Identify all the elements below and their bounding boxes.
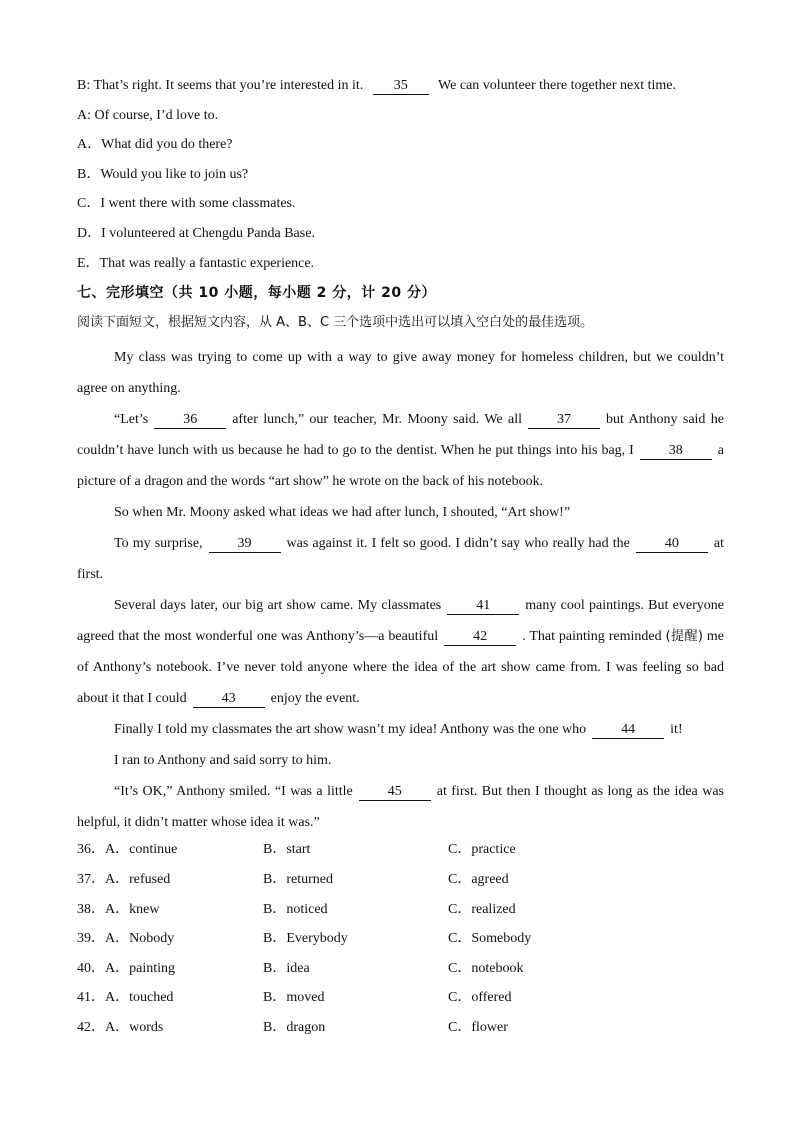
blank-44: 44: [592, 722, 664, 739]
question-number: 42．: [77, 1019, 105, 1035]
passage-text: at first.: [77, 536, 724, 583]
passage-text: me of Anthony’s notebook. I’ve never told anyone where the idea of the art show came from. I was feeling so bad about it that I could: [77, 629, 725, 707]
passage-text: Several days later, our big art show came. My classmates: [114, 598, 442, 614]
question-number: 41．: [77, 990, 105, 1006]
question-number: 37．: [77, 871, 105, 887]
choice-a: A．Nobody: [105, 931, 175, 947]
blank-45: 45: [359, 784, 431, 801]
choice-b: B．idea: [263, 960, 310, 976]
dialogue-text: B: That’s right. It seems that you’re interested in it.: [77, 78, 364, 93]
question-number: 38．: [77, 901, 105, 917]
passage-text: “Let’s: [114, 412, 149, 428]
question-row: [77, 1018, 724, 1048]
question-row: [77, 870, 724, 900]
blank-43: 43: [193, 691, 265, 708]
choice-a: A．refused: [105, 871, 171, 887]
passage-text: many cool paintings. But everyone agreed that the most wonderful one was Anthony’s—a beautiful: [77, 598, 724, 645]
choice-a: A．continue: [105, 842, 178, 858]
passage-text: it!: [670, 722, 683, 738]
blank-41: 41: [447, 598, 519, 615]
dialogue-line-b: [77, 76, 724, 106]
passage-text: “It’s OK,” Anthony smiled. “I was a little: [114, 784, 353, 800]
section-instruction: 阅读下面短文，根据短文内容，从 A、B、C 三个选项中选出可以填入空白处的最佳选项。: [77, 314, 594, 330]
question-number: 40．: [77, 960, 105, 976]
dialogue-line-a: A: Of course, I’d love to.: [77, 107, 219, 123]
question-row: [77, 988, 724, 1018]
question-row: [77, 929, 724, 959]
passage-text: after lunch,” our teacher, Mr. Moony said. We all: [232, 412, 523, 428]
passage-paragraph-3: So when Mr. Moony asked what ideas we had after lunch, I shouted, “Art show!”: [114, 505, 571, 521]
passage-text: but Anthony said he couldn’t have lunch with us because he had to go to the dentist. When he put things into his bag, I: [77, 412, 724, 459]
choice-c: C．flower: [448, 1019, 508, 1035]
blank-39: 39: [209, 536, 281, 553]
question-row: [77, 900, 724, 930]
option-b: B．Would you like to join us?: [77, 166, 249, 182]
passage-text: was against it. I felt so good. I didn’t say who really had the: [286, 536, 630, 552]
passage-paragraph-5: [77, 590, 724, 714]
option-c: C．I went there with some classmates.: [77, 196, 296, 212]
blank-40: 40: [636, 536, 708, 553]
question-row: [77, 840, 724, 870]
choice-a: A．touched: [105, 990, 174, 1006]
choice-a: A．knew: [105, 901, 160, 917]
choice-a: A．words: [105, 1019, 164, 1035]
choice-b: B．dragon: [263, 1019, 326, 1035]
choice-b: B．Everybody: [263, 931, 348, 947]
choice-c: C．agreed: [448, 871, 509, 887]
choice-c: C．offered: [448, 990, 512, 1006]
passage-text: . That painting reminded: [522, 629, 662, 645]
passage-text: enjoy the event.: [270, 691, 360, 707]
choice-b: B．moved: [263, 990, 325, 1006]
passage-text: Finally I told my classmates the art show wasn’t my idea! Anthony was the one who: [114, 722, 587, 738]
question-number: 36．: [77, 842, 105, 858]
choice-b: B．returned: [263, 871, 333, 887]
dialogue-text: We can volunteer there together next time.: [438, 78, 676, 93]
question-choices: [77, 840, 724, 1047]
choice-a: A．painting: [105, 960, 175, 976]
choice-b: B．noticed: [263, 901, 328, 917]
question-number: 39．: [77, 931, 105, 947]
chinese-gloss: (提醒): [665, 629, 703, 645]
choice-b: B．start: [263, 842, 311, 858]
blank-37: 37: [528, 412, 600, 429]
exam-page: [77, 76, 724, 1048]
choice-c: C．notebook: [448, 960, 524, 976]
passage-text: at first. But then I thought as long as the idea was helpful, it didn’t matter whose idea it was.”: [77, 784, 724, 831]
blank-36: 36: [154, 412, 226, 429]
passage-paragraph-6: [77, 714, 724, 745]
option-d: D．I volunteered at Chengdu Panda Base.: [77, 225, 315, 241]
passage-paragraph-1: My class was trying to come up with a way to give away money for homeless children, but we couldn’t agree on anything.: [77, 350, 724, 397]
passage-paragraph-8: [77, 776, 724, 838]
choice-c: C．realized: [448, 901, 516, 917]
choice-c: C．practice: [448, 842, 516, 858]
passage-text: To my surprise,: [114, 536, 203, 552]
blank-35: 35: [373, 78, 429, 95]
option-a: A．What did you do there?: [77, 137, 233, 153]
blank-38: 38: [640, 443, 712, 460]
blank-42: 42: [444, 629, 516, 646]
choice-c: C．Somebody: [448, 931, 532, 947]
passage-text: a picture of a dragon and the words “art show” he wrote on the back of his notebook.: [77, 443, 724, 490]
passage-paragraph-4: [77, 528, 724, 590]
passage-paragraph-2: [77, 404, 724, 497]
option-e: E．That was really a fantastic experience.: [77, 255, 315, 271]
passage-paragraph-7: I ran to Anthony and said sorry to him.: [114, 753, 332, 769]
question-row: [77, 959, 724, 989]
section-title: 七、完形填空（共 10 小题，每小题 2 分，计 20 分）: [77, 285, 436, 302]
